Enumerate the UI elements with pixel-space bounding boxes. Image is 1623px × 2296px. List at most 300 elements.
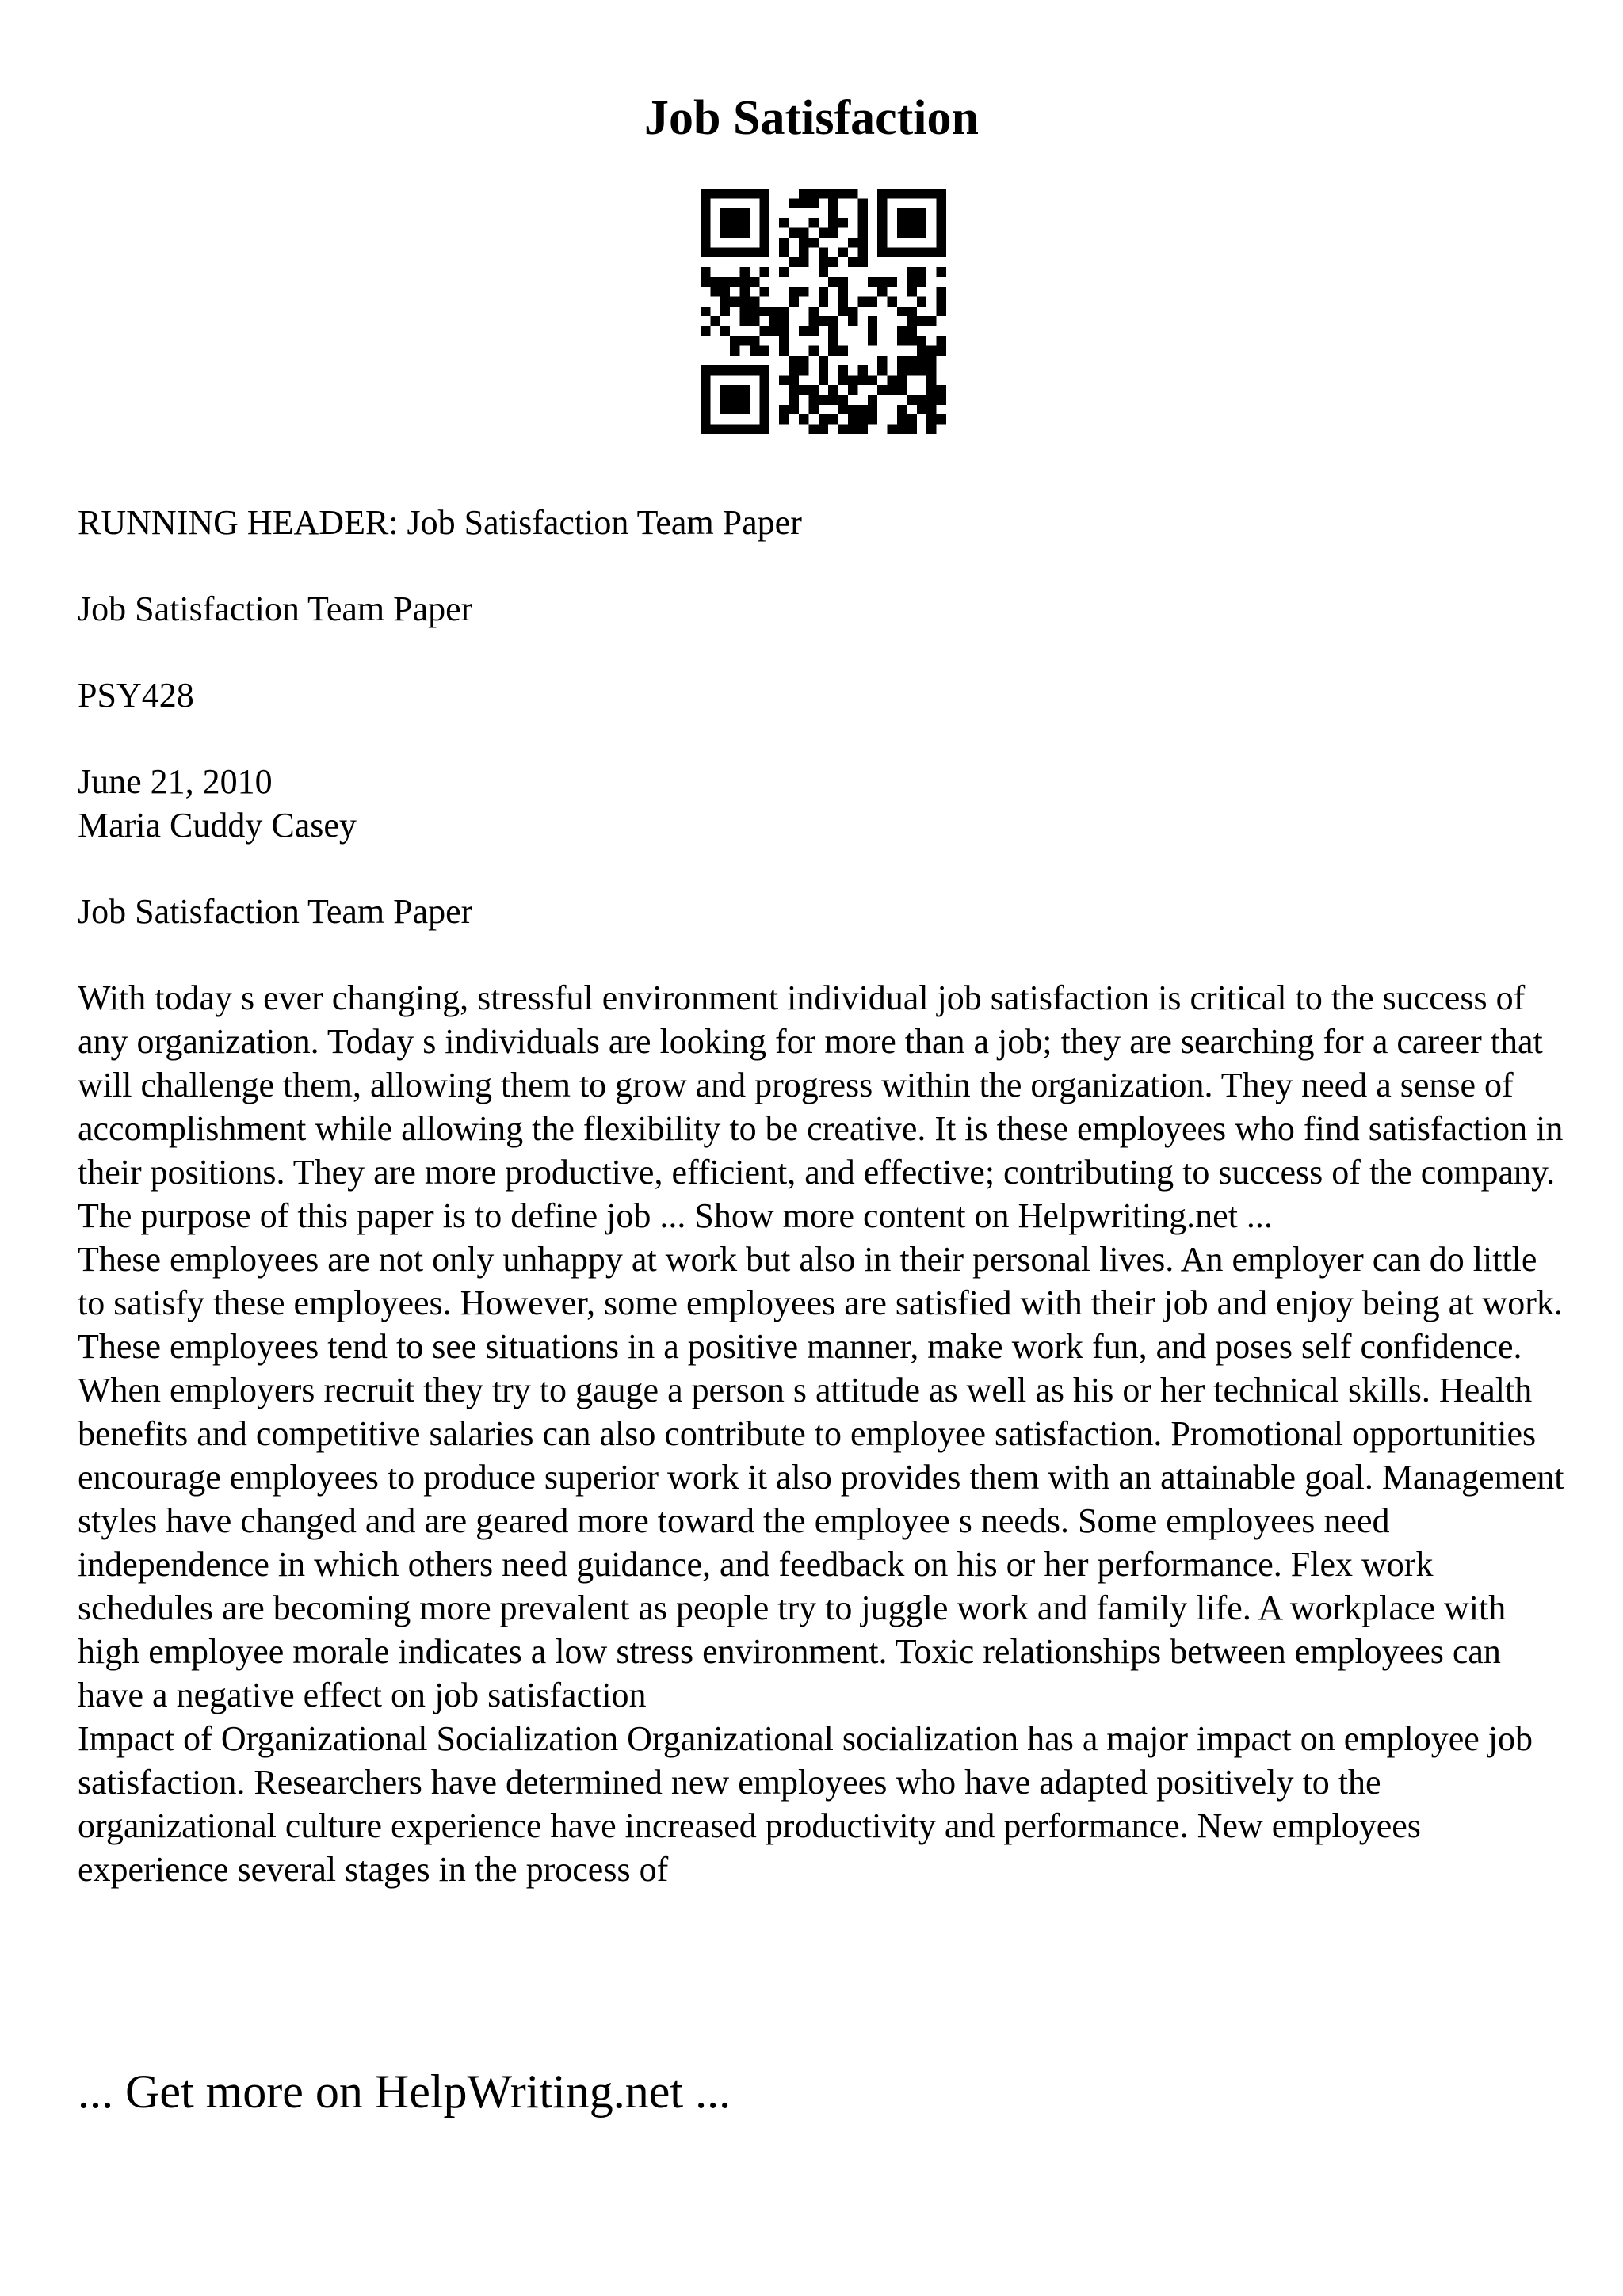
qr-module [848, 405, 857, 414]
qr-module [937, 247, 946, 257]
qr-module [926, 189, 936, 198]
qr-module [857, 414, 867, 424]
qr-module [720, 296, 730, 306]
qr-module [897, 376, 907, 385]
qr-module [907, 356, 916, 365]
qr-module [888, 385, 897, 395]
qr-module [759, 198, 769, 208]
qr-module [769, 307, 779, 316]
qr-module [740, 208, 750, 218]
qr-module [877, 208, 887, 218]
qr-module [799, 198, 808, 208]
qr-module [926, 247, 936, 257]
qr-module [730, 395, 739, 404]
qr-module [789, 385, 799, 395]
qr-module [720, 326, 730, 336]
qr-module [897, 307, 907, 316]
qr-module [907, 316, 916, 326]
qr-module [888, 296, 897, 306]
qr-module [808, 316, 818, 326]
qr-module [897, 218, 907, 227]
qr-module [720, 405, 730, 414]
qr-module [750, 425, 759, 434]
qr-module [868, 296, 877, 306]
qr-module [819, 414, 828, 424]
qr-module [759, 247, 769, 257]
qr-module [730, 385, 739, 395]
qr-module [740, 365, 750, 375]
qr-module [917, 277, 926, 287]
qr-module [907, 208, 916, 218]
qr-module [808, 405, 818, 414]
qr-module [819, 267, 828, 277]
qr-module [710, 189, 720, 198]
qr-module [808, 307, 818, 316]
qr-module [848, 425, 857, 434]
qr-module [897, 247, 907, 257]
qr-module [720, 385, 730, 395]
qr-module [750, 277, 759, 287]
qr-module [808, 326, 818, 336]
qr-module [877, 287, 887, 296]
qr-module [828, 316, 838, 326]
qr-module [828, 326, 838, 336]
qr-module [926, 356, 936, 365]
qr-module [701, 414, 710, 424]
qr-module [789, 395, 799, 404]
qr-module [789, 287, 799, 296]
qr-module [799, 356, 808, 365]
qr-module [720, 228, 730, 238]
qr-module [740, 336, 750, 345]
qr-module [848, 376, 857, 385]
qr-module [701, 218, 710, 227]
qr-module [857, 376, 867, 385]
qr-module [740, 287, 750, 296]
qr-module [789, 228, 799, 238]
qr-module [701, 395, 710, 404]
qr-module [937, 218, 946, 227]
qr-module [720, 307, 730, 316]
qr-module [838, 296, 848, 306]
qr-module [710, 316, 720, 326]
qr-module [740, 296, 750, 306]
qr-module [857, 425, 867, 434]
qr-module [907, 425, 916, 434]
qr-module [701, 267, 710, 277]
qr-module [897, 336, 907, 345]
qr-module [828, 277, 838, 287]
qr-module [799, 257, 808, 267]
qr-module [937, 345, 946, 355]
qr-module [857, 257, 867, 267]
qr-code-icon [701, 189, 946, 434]
qr-module [710, 277, 720, 287]
section-heading: Job Satisfaction Team Paper [78, 892, 473, 931]
qr-module [720, 395, 730, 404]
qr-module [819, 247, 828, 257]
qr-module [808, 425, 818, 434]
qr-module [701, 326, 710, 336]
qr-module [740, 267, 750, 277]
qr-module [779, 414, 789, 424]
qr-module [720, 208, 730, 218]
qr-module [819, 356, 828, 365]
qr-module [808, 198, 818, 208]
qr-module [897, 326, 907, 336]
qr-module [937, 296, 946, 306]
author-name: Maria Cuddy Casey [78, 806, 357, 845]
qr-module [868, 376, 877, 385]
qr-module [779, 345, 789, 355]
spacer [78, 631, 1568, 673]
qr-module [779, 326, 789, 336]
qr-module [779, 376, 789, 385]
qr-module [828, 228, 838, 238]
qr-module [819, 296, 828, 306]
qr-module [907, 414, 916, 424]
qr-module [789, 257, 799, 267]
qr-module [828, 218, 838, 227]
qr-module [759, 238, 769, 247]
qr-module [828, 414, 838, 424]
qr-module [701, 189, 710, 198]
qr-module [838, 307, 848, 316]
qr-module [828, 336, 838, 345]
qr-module [848, 316, 857, 326]
qr-module [759, 425, 769, 434]
qr-module [897, 414, 907, 424]
qr-module [868, 316, 877, 326]
qr-module [701, 425, 710, 434]
qr-module [759, 189, 769, 198]
qr-module [917, 365, 926, 375]
qr-module [730, 208, 739, 218]
qr-module [828, 345, 838, 355]
qr-module [701, 238, 710, 247]
qr-module [848, 189, 857, 198]
qr-module [848, 238, 857, 247]
qr-module [779, 307, 789, 316]
qr-module [740, 189, 750, 198]
spacer [78, 544, 1568, 587]
paper-title: Job Satisfaction Team Paper [78, 589, 473, 628]
qr-module [740, 385, 750, 395]
qr-module [937, 189, 946, 198]
qr-module [848, 385, 857, 395]
qr-module [730, 189, 739, 198]
qr-module [917, 336, 926, 345]
qr-module [848, 414, 857, 424]
qr-module [937, 336, 946, 345]
qr-module [759, 365, 769, 375]
get-more-link[interactable]: ... Get more on HelpWriting.net ... [78, 2065, 731, 2118]
qr-module [750, 296, 759, 306]
qr-module [730, 405, 739, 414]
qr-module [750, 365, 759, 375]
qr-module [779, 267, 789, 277]
qr-module [838, 425, 848, 434]
qr-module [907, 218, 916, 227]
qr-module [720, 189, 730, 198]
qr-module [799, 385, 808, 395]
qr-module [857, 208, 867, 218]
qr-module [740, 316, 750, 326]
qr-module [838, 287, 848, 296]
qr-module [701, 228, 710, 238]
qr-module [897, 189, 907, 198]
qr-module [701, 385, 710, 395]
qr-module [701, 247, 710, 257]
qr-module [877, 189, 887, 198]
qr-module [907, 247, 916, 257]
qr-module [937, 307, 946, 316]
qr-module [799, 326, 808, 336]
qr-module [819, 189, 828, 198]
qr-module [937, 395, 946, 404]
qr-module [857, 238, 867, 247]
qr-module [917, 267, 926, 277]
qr-module [730, 336, 739, 345]
qr-module [819, 365, 828, 375]
qr-module [888, 376, 897, 385]
qr-module [877, 365, 887, 375]
qr-module [926, 376, 936, 385]
qr-module [907, 365, 916, 375]
qr-module [888, 189, 897, 198]
qr-module [740, 277, 750, 287]
qr-module [740, 405, 750, 414]
qr-module [838, 405, 848, 414]
qr-module [857, 218, 867, 227]
qr-module [937, 238, 946, 247]
qr-module [759, 307, 769, 316]
qr-module [917, 356, 926, 365]
qr-module [838, 376, 848, 385]
qr-module [808, 385, 818, 395]
qr-module [838, 345, 848, 355]
spacer [78, 933, 1568, 976]
qr-module [926, 345, 936, 355]
qr-module [759, 345, 769, 355]
body-paragraph-2: These employees are not only unhappy at work but also in their personal lives. An employer can do little to satisfy these employees. However, some employees are satisfied with their job and enjoy being at work. These employees tend to see situations in a positive manner, make work fun, and poses self confidence. When employers recruit they try to gauge a person s attitude as well as his or her technical skills. Health benefits and competitive salaries can also contribute to employee satisfaction. Promotional opportunities encourage employees to produce superior work it also provides them with an attainable goal. Management styles have changed and are geared more toward the employee s needs. Some employees need independence in which others need guidance, and feedback on his or her performance. Flex work schedules are becoming more prevalent as people try to juggle work and family life. A workplace with high employee morale indicates a low stress environment. Toxic relationships between employees can have a negative effect on job satisfaction [78, 1240, 1564, 1714]
qr-module [750, 336, 759, 345]
qr-module [799, 414, 808, 424]
qr-module [789, 405, 799, 414]
qr-module [926, 425, 936, 434]
qr-module [917, 345, 926, 355]
spacer [78, 717, 1568, 760]
body-paragraph-3: Impact of Organizational Socialization Organizational socialization has a major impact on employee job satisfaction. Researchers have determined new employees who have adapted positively to the organizational culture experience have increased productivity and performance. New employees experience several stages in the process of [78, 1719, 1533, 1889]
qr-module [710, 425, 720, 434]
course-code: PSY428 [78, 676, 194, 715]
qr-module [857, 228, 867, 238]
document-title: Job Satisfaction [644, 91, 979, 145]
qr-module [779, 336, 789, 345]
qr-module [769, 316, 779, 326]
qr-module [868, 405, 877, 414]
qr-module [897, 228, 907, 238]
qr-module [937, 228, 946, 238]
qr-module [838, 189, 848, 198]
qr-module [857, 296, 867, 306]
qr-module [740, 228, 750, 238]
qr-module [848, 257, 857, 267]
qr-module [877, 385, 887, 395]
qr-module [848, 307, 857, 316]
qr-module [917, 405, 926, 414]
qr-module [917, 218, 926, 227]
qr-module [789, 356, 799, 365]
qr-module [730, 247, 739, 257]
body-paragraph-1: With today s ever changing, stressful environment individual job satisfaction is critical to the success of any organization. Today s individuals are looking for more than a job; they are searching for a career that will challenge them, allowing them to grow and progress within the organization. They need a sense of accomplishment while allowing the flexibility to be creative. It is these employees who find satisfaction in their positions. They are more productive, efficient, and effective; contributing to success of the company. The purpose of this paper is to define job ... Show more content on Helpwriting.net ... [78, 978, 1564, 1235]
qr-module [838, 395, 848, 404]
qr-module [907, 228, 916, 238]
qr-module [789, 376, 799, 385]
qr-module [838, 247, 848, 257]
qr-module [769, 326, 779, 336]
qr-module [897, 425, 907, 434]
qr-module [819, 287, 828, 296]
qr-module [888, 277, 897, 287]
qr-module [759, 405, 769, 414]
qr-module [897, 365, 907, 375]
qr-module [926, 405, 936, 414]
paper-date: June 21, 2010 [78, 762, 273, 801]
qr-module [730, 218, 739, 227]
qr-module [857, 365, 867, 375]
qr-module [897, 385, 907, 395]
qr-module [877, 247, 887, 257]
qr-module [907, 277, 916, 287]
qr-module [877, 238, 887, 247]
qr-module [926, 385, 936, 395]
qr-module [750, 189, 759, 198]
qr-module [720, 277, 730, 287]
qr-module [740, 247, 750, 257]
qr-module [937, 414, 946, 424]
qr-module [789, 296, 799, 306]
qr-module [789, 365, 799, 375]
qr-module [730, 228, 739, 238]
qr-module [730, 296, 739, 306]
qr-module [838, 218, 848, 227]
qr-module [779, 247, 789, 257]
qr-module [740, 425, 750, 434]
qr-module [868, 414, 877, 424]
qr-module [897, 356, 907, 365]
qr-module [720, 425, 730, 434]
qr-module [917, 247, 926, 257]
qr-module [759, 385, 769, 395]
qr-module [868, 326, 877, 336]
qr-module [710, 247, 720, 257]
qr-module [819, 257, 828, 267]
qr-module [917, 395, 926, 404]
qr-module [937, 208, 946, 218]
qr-module [926, 414, 936, 424]
qr-module [750, 345, 759, 355]
qr-module [808, 218, 818, 227]
qr-module [799, 247, 808, 257]
qr-module [877, 198, 887, 208]
qr-module [838, 277, 848, 287]
qr-module [907, 336, 916, 345]
qr-module [730, 345, 739, 355]
qr-module [720, 287, 730, 296]
qr-module [937, 267, 946, 277]
qr-module [907, 267, 916, 277]
qr-module [937, 198, 946, 208]
qr-module [917, 296, 926, 306]
qr-module [779, 238, 789, 247]
qr-module [819, 425, 828, 434]
qr-module [701, 277, 710, 287]
qr-module [740, 395, 750, 404]
qr-module [868, 395, 877, 404]
qr-module [799, 287, 808, 296]
qr-module [917, 208, 926, 218]
qr-module [877, 218, 887, 227]
qr-module [720, 218, 730, 227]
qr-module [701, 208, 710, 218]
qr-module [857, 247, 867, 257]
qr-module [907, 307, 916, 316]
qr-module [926, 395, 936, 404]
qr-module [759, 326, 769, 336]
qr-module [789, 198, 799, 208]
qr-module [750, 307, 759, 316]
qr-module [799, 189, 808, 198]
qr-module [759, 376, 769, 385]
qr-module [907, 395, 916, 404]
qr-module [799, 365, 808, 375]
qr-module [759, 218, 769, 227]
qr-module [808, 189, 818, 198]
qr-module [759, 208, 769, 218]
qr-module [917, 316, 926, 326]
qr-module [838, 365, 848, 375]
qr-module [926, 316, 936, 326]
qr-module [730, 277, 739, 287]
qr-module [701, 307, 710, 316]
qr-module [888, 425, 897, 434]
qr-module [819, 228, 828, 238]
qr-module [937, 385, 946, 395]
qr-module [897, 405, 907, 414]
qr-module [799, 228, 808, 238]
qr-module [759, 228, 769, 238]
qr-module [759, 287, 769, 296]
qr-module [857, 198, 867, 208]
document-content [78, 501, 1568, 1891]
qr-module [897, 208, 907, 218]
qr-module [888, 247, 897, 257]
qr-module [740, 218, 750, 227]
qr-module [819, 395, 828, 404]
qr-module [701, 376, 710, 385]
qr-module [828, 257, 838, 267]
qr-module [730, 365, 739, 375]
qr-module [779, 316, 789, 326]
qr-module [907, 287, 916, 296]
qr-module [937, 287, 946, 296]
qr-module [701, 198, 710, 208]
qr-module [877, 228, 887, 238]
qr-module [828, 189, 838, 198]
running-header: RUNNING HEADER: Job Satisfaction Team Paper [78, 503, 802, 542]
qr-module [828, 208, 838, 218]
